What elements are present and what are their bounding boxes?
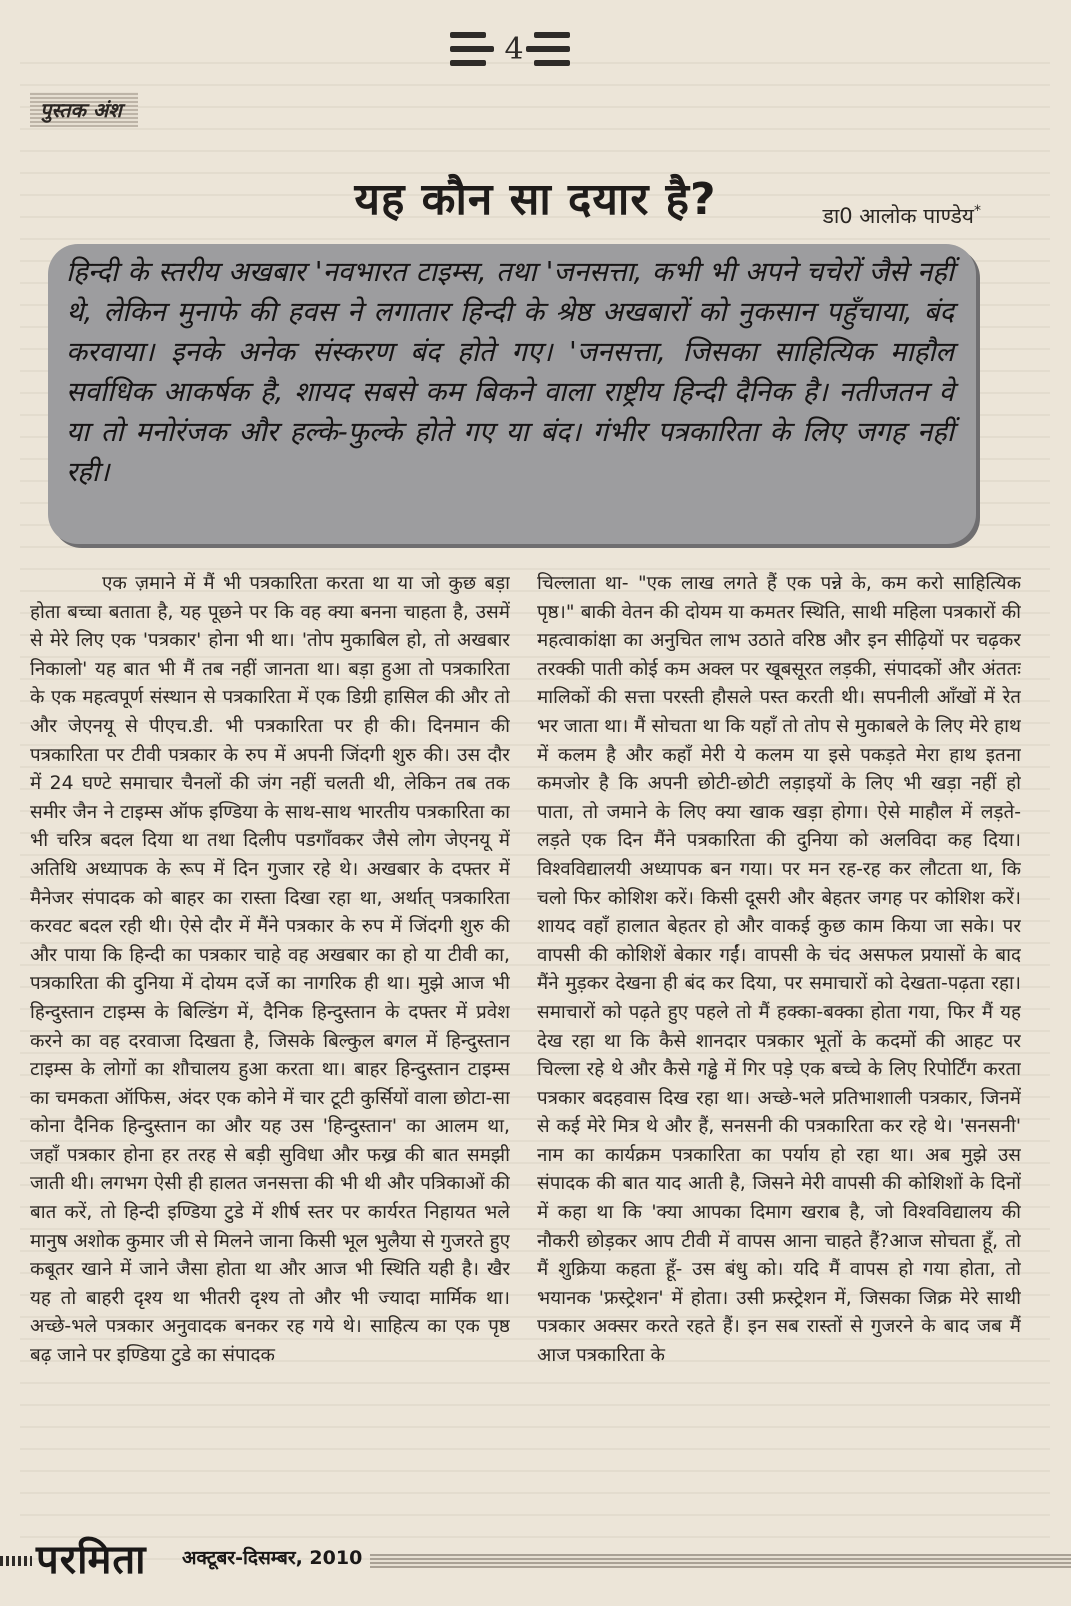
pull-quote-box xyxy=(48,244,976,544)
article-column-right: चिल्लाता था- "एक लाख लगते हैं एक पन्ने के, कम करो साहित्यिक पृष्ठ।" बाकी वेतन की दोयम या कमतर स्थिति, साथी महिला पत्रकारों की महत्वाकांक्षा का अनुचित लाभ उठाते वरिष्ठ और इन सीढ़ियों पर चढ़कर तरक्की पाती कोई कम अक्ल पर खूबसूरत लड़की, संपादकों और अंततः मालिकों की सत्ता परस्ती हौसले पस्त करती थी। सपनीली आँखों में रेत भर जाता था। मैं सोचता था कि यहाँ तो तोप से मुकाबले के लिए मेरे हाथ में कलम है और कहाँ मेरी ये कलम या इसे पकड़ते मेरा हाथ इतना कमजोर है कि अपनी छोटी-छोटी लड़ाइयों के लिए भी खड़ा नहीं हो पाता, तो जमाने के लिए क्या खाक खड़ा होगा। ऐसे माहौल में लड़ते-लड़ते एक दिन मैंने पत्रकारिता की दुनिया को अलविदा कह दिया। विश्वविद्यालयी अध्यापक बन गया। पर मन रह-रह कर लौटता था, कि चलो फिर कोशिश करें। किसी दूसरी और बेहतर जगह पर कोशिश करें। शायद वहाँ हालात बेहतर हो और वाकई कुछ काम किया जा सके। पर वापसी की कोशिशें बेकार गईं। वापसी के चंद असफल प्रयासों के बाद मैंने मुड़कर देखना ही बंद कर दिया, पर समाचारों को देखता-पढ़ता रहा। समाचारों को पढ़ते हुए पहले तो मैं हक्का-बक्का होता गया, फिर मैं यह देख रहा था कि कैसे शानदार पत्रकार भूतों के कदमों की आहट पर चिल्ला रहे थे और कैसे गड्ढे में गिर पड़े एक बच्चे के लिए रिपोर्टिंग करता पत्रकार बदहवास दिख रहा था। अच्छे-भले प्रतिभाशाली पत्रकार, जिनमें से कई मेरे मित्र थे और हैं, सनसनी की पत्रकारिता कर रहे थे। 'सनसनी' नाम का कार्यक्रम पत्रकारिता का पर्याय हो रहा था। अब मुझे उस संपादक की बात याद आती है, जिसने मेरी वापसी की कोशिशों के दिनों में कहा था कि 'क्या आपका दिमाग खराब है, जो विश्वविद्यालय की नौकरी छोड़कर आप टीवी में वापस आना चाहते हैं?आज सोचता हूँ, तो मैं शुक्रिया कहता हूँ- उस बंधु को। यदि मैं वापस हो गया होता, तो भयानक 'फ्रस्ट्रेशन' में होता। उसी फ्रस्ट्रेशन में, जिसका जिक्र मेरे साथी पत्रकार अक्सर करते रहते हैं। इन सब रास्तों से गुजरने के बाद जब मैं आज पत्रकारिता के xyxy=(537,573,1021,1367)
page-number: 4 xyxy=(504,31,524,67)
article-column-left: एक ज़माने में मैं भी पत्रकारिता करता था या जो कुछ बड़ा होता बच्चा बताता है, यह पूछने पर कि वह क्या बनना चाहता है, उसमें से मेरे लिए एक 'पत्रकार' होना भी था। 'तोप मुकाबिल हो, तो अखबार निकालो' यह बात भी मैं तब नहीं जानता था। बड़ा हुआ तो पत्रकारिता के एक महत्वपूर्ण संस्थान से पत्रकारिता में एक डिग्री हासिल की और तो और जेएनयू से पीएच.डी. भी पत्रकारिता पर ही की। दिनमान की पत्रकारिता पर टीवी पत्रकार के रुप में अपनी जिंदगी शुरु की। उस दौर में 24 घण्टे समाचार चैनलों की जंग नहीं चलती थी, लेकिन तब तक समीर जैन ने टाइम्स ऑफ इण्डिया के साथ-साथ भारतीय पत्रकारिता का भी चरित्र बदल दिया था तथा दिलीप पडगाँवकर जैसे लोग जेएनयू में अतिथि अध्यापक के रूप में दिन गुजार रहे थे। अखबार के दफ्तर में मैनेजर संपादक को बाहर का रास्ता दिखा रहा था, अर्थात् पत्रकारिता करवट बदल रही थी। ऐसे दौर में मैंने पत्रकार के रुप में जिंदगी शुरु की और पाया कि हिन्दी का पत्रकार चाहे वह अखबार का हो या टीवी का, पत्रकारिता की दुनिया में दोयम दर्जे का नागरिक ही था। मुझे आज भी हिन्दुस्तान टाइम्स के बिल्डिंग में, दैनिक हिन्दुस्तान के दफ्तर में प्रवेश करने का वह दरवाजा दिखता है, जिसके बिल्कुल बगल में हिन्दुस्तान टाइम्स के लोगों का शौचालय हुआ करता था। बाहर हिन्दुस्तान टाइम्स का चमकता ऑफिस, अंदर एक कोने में चार टूटी कुर्सियों वाला छोटा-सा कोना दैनिक हिन्दुस्तान का और यह उस 'हिन्दुस्तान' का आलम था, जहाँ पत्रकार होना हर तरह से बड़ी सुविधा और फख्र की बात समझी जाती थी। लगभग ऐसी ही हालत जनसत्ता की भी थी और पत्रिकाओं की बात करें, तो हिन्दी इण्डिया टुडे में शीर्ष स्तर पर कार्यरत निहायत भले मानुष अशोक कुमार जी से मिलने जाना किसी भूल भुलैया से गुजरते हुए कबूतर खाने में जाने जैसा होता था और आज भी स्थिति यही है। खैर यह तो बाहरी दृश्य था भीतरी दृश्य तो और भी ज्यादा मार्मिक था। अच्छे-भले पत्रकार अनुवादक बनकर रह गये थे। साहित्य का एक पृष्ठ बढ़ जाने पर इण्डिया टुडे का संपादक xyxy=(30,573,510,1367)
page-number-ornament xyxy=(430,14,590,84)
right-bars-decoration xyxy=(534,32,570,66)
pull-quote-text: हिन्दी के स्तरीय अखबार 'नवभारत टाइम्स, तथा 'जनसत्ता, कभी भी अपने चचेरों जैसे नहीं थे, लेकिन मुनाफे की हवस ने लगातार हिन्दी के श्रेष्ठ अखबारों को नुकसान पहुँचाया, बंद करवाया। इनके अनेक संस्करण बंद होते गए। 'जनसत्ता, जिसका साहित्यिक माहौल सर्वाधिक आकर्षक है, शायद सबसे कम बिकने वाला राष्ट्रीय हिन्दी दैनिक है। नतीजतन वे या तो मनोरंजक और हल्के-फुल्के होते गए या बंद। गंभीर पत्रकारिता के लिए जगह नहीं रही। xyxy=(66,256,954,488)
article-title: यह कौन सा दयार है? xyxy=(354,174,717,226)
author-name: डा0 आलोक पाण्डेय xyxy=(822,204,974,228)
left-bars-decoration xyxy=(450,32,494,66)
magazine-brand: परमिता xyxy=(36,1537,147,1583)
author-line xyxy=(823,202,981,230)
author-footnote-mark: * xyxy=(974,203,981,219)
footer-rule-left xyxy=(0,1556,32,1566)
page-footer xyxy=(0,1530,1071,1590)
footer-rule-right xyxy=(370,1554,1071,1568)
section-tag: पुस्तक अंश xyxy=(30,92,138,127)
issue-date: अक्टूबर-दिसम्बर, 2010 xyxy=(182,1547,363,1569)
